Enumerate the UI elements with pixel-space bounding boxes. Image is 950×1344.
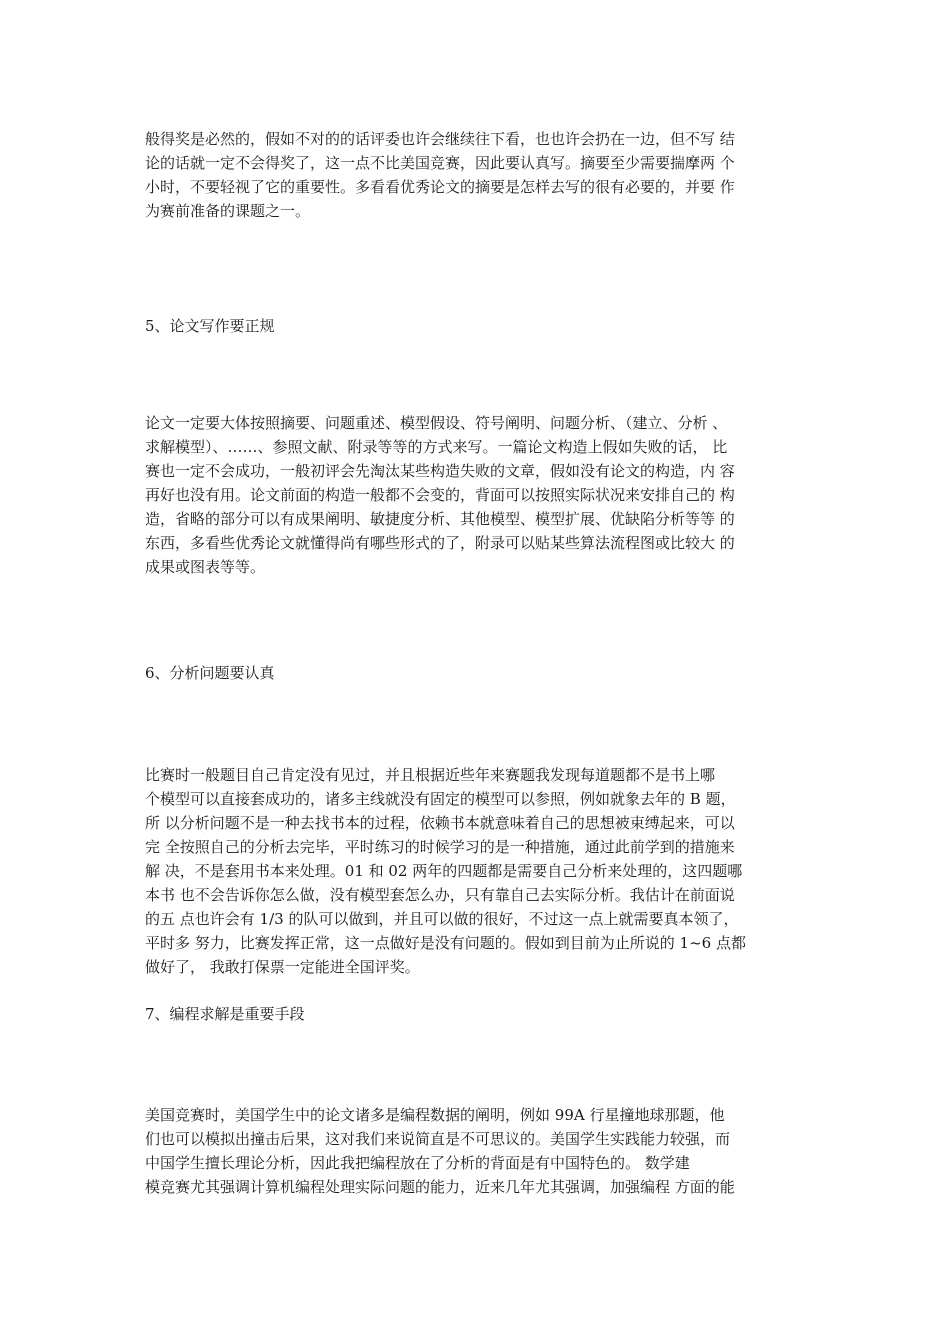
- paragraph-line: 小时，不要轻视了它的重要性。多看看优秀论文的摘要是怎样去写的很有必要的，并要 作: [145, 178, 735, 196]
- section-heading-7: 7、编程求解是重要手段: [145, 1005, 305, 1023]
- section-heading-5: 5、论文写作要正规: [145, 317, 275, 335]
- paragraph-line: 平时多 努力，比赛发挥正常，这一点做好是没有问题的。假如到目前为止所说的 1~6 点都: [145, 934, 746, 952]
- paragraph-line: 论的话就一定不会得奖了，这一点不比美国竞赛，因此要认真写。摘要至少需要揣摩两 个: [145, 154, 735, 172]
- paragraph-line: 造，省略的部分可以有成果阐明、敏捷度分析、其他模型、模型扩展、优缺陷分析等等 的: [145, 510, 735, 528]
- paragraph-line: 为赛前准备的课题之一。: [145, 202, 311, 220]
- section-heading-6: 6、分析问题要认真: [145, 664, 275, 682]
- paragraph-line: 成果或图表等等。: [145, 558, 266, 576]
- paragraph-line: 东西，多看些优秀论文就懂得尚有哪些形式的了，附录可以贴某些算法流程图或比较大 的: [145, 534, 735, 552]
- paragraph-line: 赛也一定不会成功，一般初评会先淘汰某些构造失败的文章，假如没有论文的构造，内 容: [145, 462, 735, 480]
- paragraph-line: 做好了， 我敢打保票一定能进全国评奖。: [145, 958, 420, 976]
- paragraph-line: 解 决，不是套用书本来处理。01 和 02 两年的四题都是需要自己分析来处理的，这四题哪: [145, 862, 743, 880]
- paragraph-line: 完 全按照自己的分析去完毕，平时练习的时候学习的是一种措施，通过此前学到的措施来: [145, 838, 735, 856]
- paragraph-line: 论文一定要大体按照摘要、问题重述、模型假设、符号阐明、问题分析、（建立、分析 、: [145, 414, 728, 432]
- paragraph-line: 再好也没有用。论文前面的构造一般都不会变的，背面可以按照实际状况来安排自己的 构: [145, 486, 735, 504]
- paragraph-line: 本书 也不会告诉你怎么做，没有模型套怎么办，只有靠自己去实际分析。我估计在前面说: [145, 886, 735, 904]
- paragraph-line: 比赛时一般题目自己肯定没有见过，并且根据近些年来赛题我发现每道题都不是书上哪: [145, 766, 716, 784]
- paragraph-line: 般得奖是必然的，假如不对的的话评委也许会继续往下看，也也许会扔在一边，但不写 结: [145, 130, 735, 148]
- paragraph-line: 中国学生擅长理论分析，因此我把编程放在了分析的背面是有中国特色的。 数学建: [145, 1154, 690, 1172]
- paragraph-line: 们也可以模拟出撞击后果，这对我们来说简直是不可思议的。美国学生实践能力较强，而: [145, 1130, 731, 1148]
- paragraph-line: 求解模型）、……、参照文献、附录等等的方式来写。一篇论文构造上假如失败的话， 比: [145, 438, 728, 456]
- paragraph-line: 美国竞赛时，美国学生中的论文诸多是编程数据的阐明，例如 99A 行星撞地球那题，他: [145, 1106, 725, 1124]
- paragraph-line: 所 以分析问题不是一种去找书本的过程，依赖书本就意味着自己的思想被束缚起来，可以: [145, 814, 735, 832]
- paragraph-line: 个模型可以直接套成功的，诸多主线就没有固定的模型可以参照，例如就象去年的 B 题，: [145, 790, 736, 808]
- paragraph-line: 的五 点也许会有 1/3 的队可以做到，并且可以做的很好，不过这一点上就需要真本领了，: [145, 910, 739, 928]
- paragraph-line: 模竞赛尤其强调计算机编程处理实际问题的能力，近来几年尤其强调，加强编程 方面的能: [145, 1178, 735, 1196]
